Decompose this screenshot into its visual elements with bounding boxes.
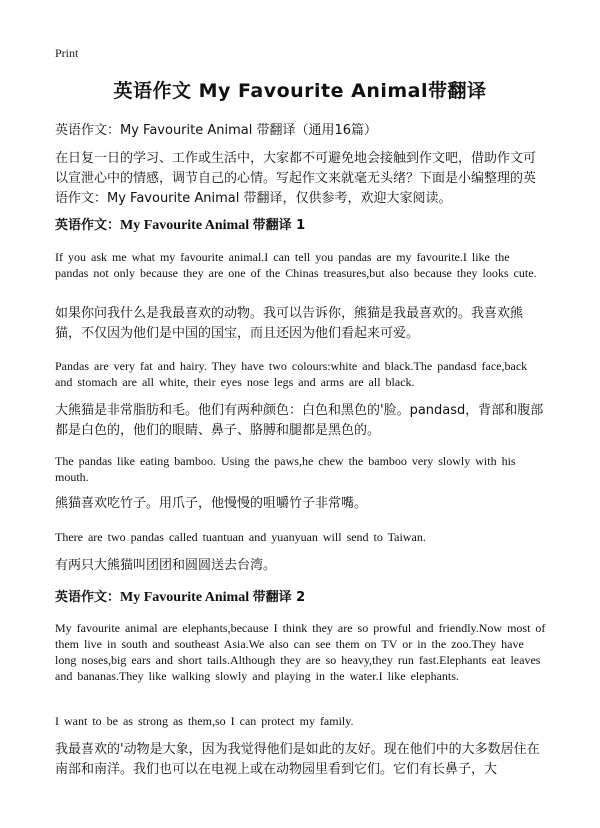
section1-heading-en: My Favourite Animal xyxy=(120,218,253,233)
section1-heading-tail: 带翻译 1 xyxy=(252,218,306,233)
section1-paragraph4-cn: 有两只大熊猫叫团团和圆圆送去台湾。 xyxy=(55,558,277,573)
section2-heading-en: My Favourite Animal xyxy=(120,590,253,605)
section2-paragraph2-cn: 我最喜欢的'动物是大象，因为我觉得他们是如此的友好。现在他们中的大多数居住在南部和南洋。我们也可以在电视上或在动物园里看到它们。它们有长鼻子，大 xyxy=(55,742,540,777)
section1-paragraph3-cn: 熊猫喜欢吃竹子。用爪子，他慢慢的咀嚼竹子非常嘴。 xyxy=(55,496,368,511)
section1-paragraph1-cn: 如果你问我什么是我最喜欢的动物。我可以告诉你，熊猫是我最喜欢的。我喜欢熊猫，不仅因为他们是中国的国宝，而且还因为他们看起来可爱。 xyxy=(55,306,524,341)
section2-heading xyxy=(55,588,547,608)
section1-heading-cn: 英语作文： xyxy=(55,218,121,233)
section2-paragraph2-en: I want to be as strong as them,so I can protect my family. xyxy=(55,714,354,728)
print-link[interactable]: Print xyxy=(55,46,79,60)
section1-paragraph4-en: There are two pandas called tuantuan and yuanyuan will send to Taiwan. xyxy=(55,530,426,544)
section1-heading xyxy=(55,216,547,236)
section1-paragraph2-cn: 大熊猫是非常脂肪和毛。他们有两种颜色：白色和黑色的'脸。pandasd，背部和腹部都是白色的，他们的眼睛、鼻子、胳膊和腿都是黑色的。 xyxy=(55,403,544,438)
section2-heading-cn: 英语作文： xyxy=(55,590,121,605)
section1-paragraph1-en: If you ask me what my favourite animal.I can tell you pandas are my favourite.I like the pandas not only because they are one of the Chinas treasures,but also because they looks cute. xyxy=(55,250,537,280)
section2-paragraph1-en: My favourite animal are elephants,because I think they are so prowful and friendly.Now most of them live in south and southeast Asia.We also can see them on TV or in the zoo.They have long noses,big ears and short tails.Although they are so heavy,they run fast.Elephants eat leaves and bananas.They like walking slowly and playing in the water.I like elephants. xyxy=(55,621,546,683)
section2-heading-tail: 带翻译 2 xyxy=(252,590,306,605)
intro-paragraph: 在日复一日的学习、工作或生活中，大家都不可避免地会接触到作文吧，借助作文可以宣泄心中的情感，调节自己的心情。写起作文来就毫无头绪？下面是小编整理的英语作文：My Favourite Animal 带翻译，仅供参考，欢迎大家阅读。 xyxy=(55,151,537,206)
section1-paragraph2-en: Pandas are very fat and hairy. They have two colours:white and black.The pandasd face,back and stomach are all white, their eyes nose legs and arms are all black. xyxy=(55,359,528,389)
page-title: 英语作文 My Favourite Animal带翻译 xyxy=(113,80,487,102)
subtitle: 英语作文：My Favourite Animal 带翻译（通用16篇） xyxy=(55,123,378,138)
section1-paragraph3-en: The pandas like eating bamboo. Using the paws,he chew the bamboo very slowly with his mouth. xyxy=(55,454,516,484)
